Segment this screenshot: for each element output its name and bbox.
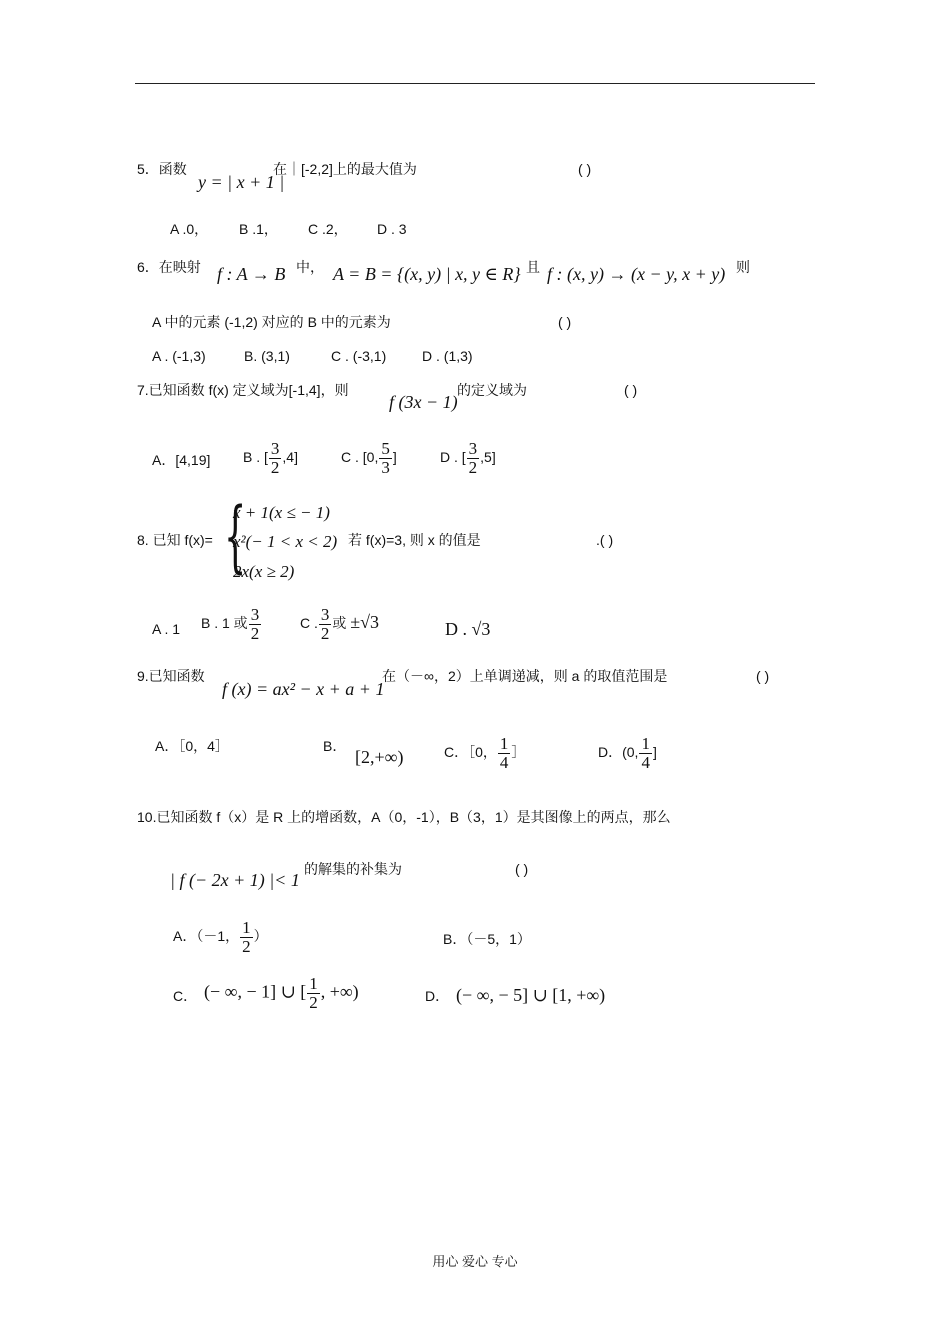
q9-number: 9.已知函数 [137, 668, 205, 684]
q5-option-c: C .2， [308, 221, 348, 237]
q5-option-b: B .1， [239, 221, 278, 237]
header-rule [135, 83, 815, 84]
q6-ze: 则 [736, 259, 750, 275]
q10-option-d-label: D． [425, 988, 450, 1004]
q5-number: 5．函数 [137, 161, 187, 177]
q5-option-a: A .0， [170, 221, 209, 237]
q10-option-d: (− ∞, − 5] ∪ [1, +∞) [456, 985, 606, 1005]
q8-option-d: D . √3 [445, 619, 491, 639]
q6-answer-paren: ( ) [558, 314, 572, 330]
q9-option-b-label: B． [323, 738, 347, 754]
q8-option-b: B . 1 或 $\frac{3}{2}$ [201, 605, 260, 643]
piecewise-brace: { [224, 492, 247, 582]
q9-text: 在（－∞，2）上单调递减，则 a 的取值范围是 [382, 668, 668, 684]
fraction: $\frac{1}{4}$ [641, 734, 650, 772]
q6-option-b: B. (3,1) [244, 348, 290, 364]
page-footer: 用心 爱心 专心 [432, 1254, 518, 1269]
fraction: $\frac{1}{4}$ [499, 734, 509, 772]
q9-answer-paren: ( ) [756, 668, 770, 684]
q10-option-a: A．（－1， $\frac{1}{2}$ ） [173, 918, 268, 956]
q5-answer-paren: ( ) [578, 161, 592, 177]
q8-option-c: C . $\frac{3}{2}$ 或 ±√3 [300, 605, 380, 643]
q7-text2: 的定义域为 [457, 382, 527, 398]
q10-option-c: (− ∞, − 1] ∪ [ $\frac{1}{2}$ , +∞) [204, 974, 359, 1012]
q7-text: 7.已知函数 f(x) 定义域为[-1,4]，则 [137, 382, 349, 398]
q9-option-b: [2,+∞) [355, 747, 404, 767]
fraction: $\frac{5}{3}$ [381, 439, 390, 477]
q6-rule: f : (x, y) → (x − y, x + y) [547, 264, 726, 284]
q7-option-c: C . [0, $\frac{5}{3}$ ] [341, 439, 397, 477]
fraction: $\frac{3}{2}$ [270, 439, 280, 477]
q6-qie: 且 [526, 259, 540, 275]
q6-number: 6．在映射 [137, 259, 201, 275]
q8-case-1: x + 1(x ≤ − 1) [233, 503, 330, 522]
q9-expression: f (x) = ax² − x + a + 1 [222, 679, 385, 699]
q8-number: 8. 已知 f(x)= [137, 532, 213, 548]
q6-line2: A 中的元素 (-1,2) 对应的 B 中的元素为 [152, 314, 391, 330]
q8-answer-paren: .( ) [596, 532, 614, 548]
fraction: $\frac{3}{2}$ [468, 439, 478, 477]
q7-option-d: D . [ $\frac{3}{2}$ ,5] [440, 439, 496, 477]
fraction: $\frac{1}{2}$ [309, 974, 318, 1012]
q7-expression: f (3x − 1) [389, 392, 458, 412]
q10-option-b: B．（－5，1） [443, 931, 531, 947]
q6-option-a: A . (-1,3) [152, 348, 206, 364]
q9-option-d: D．(0, $\frac{1}{4}$ ] [598, 734, 657, 772]
q5-text: 在｜[-2,2]上的最大值为 [273, 161, 417, 177]
q5-expression: y = | x + 1 | [198, 172, 285, 192]
fraction: $\frac{3}{2}$ [320, 605, 330, 643]
q7-option-a: A．[4,19] [152, 452, 211, 468]
q10-option-c-label: C． [173, 988, 198, 1004]
q8-case-2: x²(− 1 < x < 2) [233, 532, 338, 551]
q9-option-a: A．［0，4］ [155, 738, 229, 754]
q6-option-d: D . (1,3) [422, 348, 473, 364]
q7-answer-paren: ( ) [624, 382, 638, 398]
q6-option-c: C . (-3,1) [331, 348, 387, 364]
q8-text: 若 f(x)=3, 则 x 的值是 [348, 532, 481, 548]
q10-text: 10.已知函数 f（x）是 R 上的增函数，A（0，-1），B（3，1）是其图像上的两点，那么 [137, 809, 671, 825]
q6-map: f : A → B [217, 264, 286, 284]
q5-option-d: D . 3 [377, 221, 407, 237]
fraction: $\frac{1}{2}$ [242, 918, 251, 956]
q8-option-a: A . 1 [152, 621, 181, 637]
q10-text2: 的解集的补集为 [304, 861, 402, 877]
q6-mid: 中， [296, 259, 324, 275]
q6-set: A = B = {(x, y) | x, y ∈ R} [333, 264, 521, 284]
fraction: $\frac{3}{2}$ [250, 605, 260, 643]
q10-answer-paren: ( ) [515, 861, 529, 877]
q9-option-c: C．［0， $\frac{1}{4}$ ］ [444, 734, 526, 772]
q10-inequality: | f (− 2x + 1) |< 1 [170, 870, 300, 890]
q7-option-b: B . [ $\frac{3}{2}$ ,4] [243, 439, 298, 477]
q8-case-3: 2x(x ≥ 2) [233, 562, 295, 581]
